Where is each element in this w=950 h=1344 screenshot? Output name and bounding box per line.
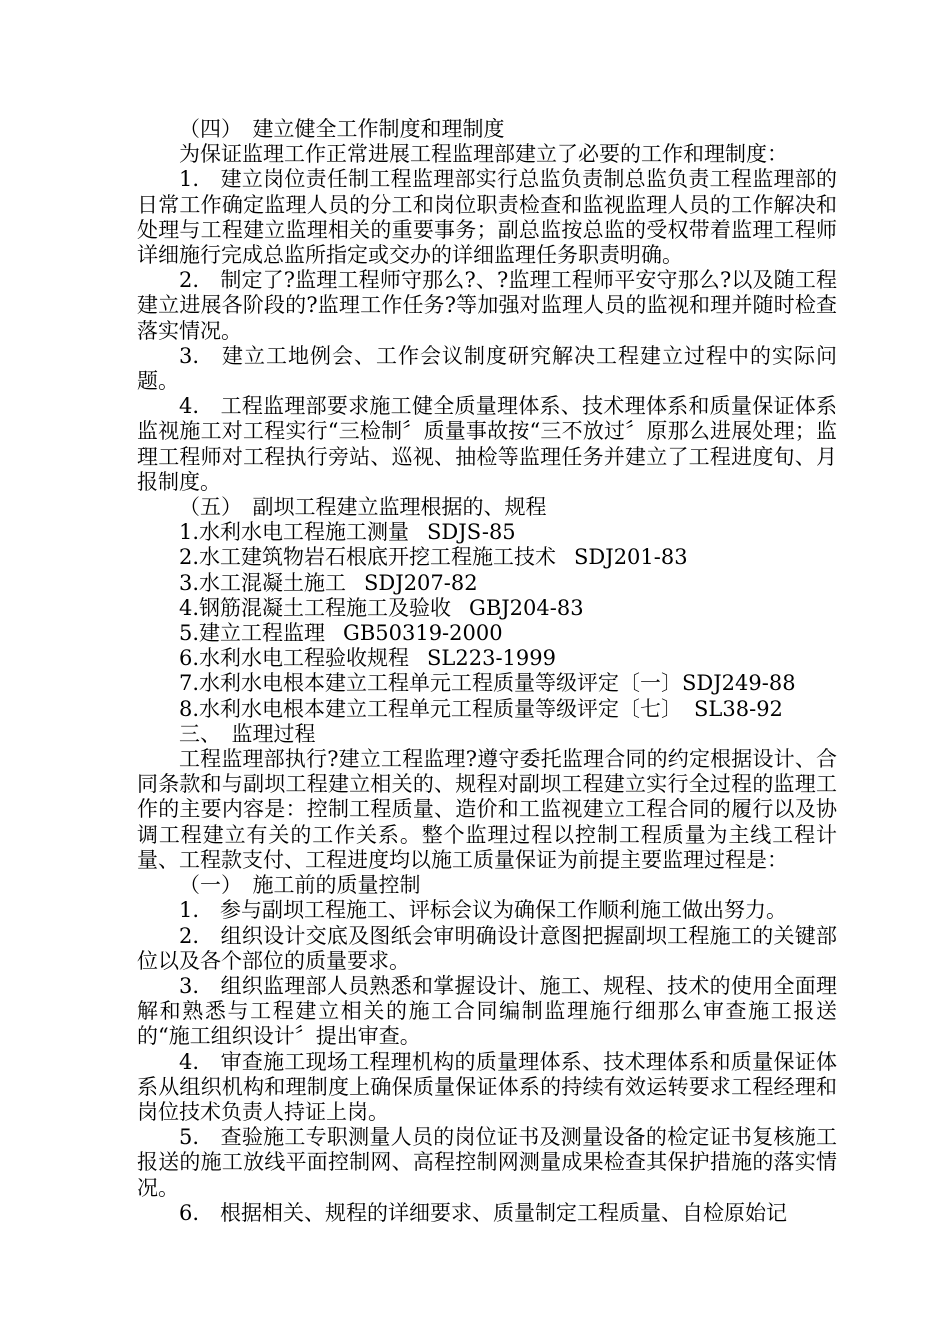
reference-title: 6.水利水电工程验收规程 — [179, 646, 410, 671]
reference-title: 5.建立工程监理 — [179, 621, 326, 646]
reference-item — [137, 545, 837, 570]
reference-item — [137, 671, 837, 696]
subsection-heading-pre: （一） 施工前的质量控制 — [179, 873, 421, 898]
reference-code: SDJ201-83 — [574, 545, 688, 570]
reference-code: SDJ207-82 — [364, 570, 478, 595]
reference-item — [137, 621, 837, 646]
reference-title: 8.水利水电根本建立工程单元工程质量等级评定〔七〕 — [179, 696, 683, 721]
reference-code: SL38-92 — [694, 696, 783, 721]
paragraph-quality-4: 4. 审查施工现场工程理机构的质量理体系、技术理体系和质量保证体系从组织机构和理制度上确保质量保证体系的持续有效运转要求工程经理和岗位技术负责人持证上岗。 — [137, 1049, 837, 1124]
paragraph-process: 工程监理部执行?建立工程监理?遵守委托监理合同的约定根据设计、合同条款和与副坝工程建立相关的、规程对副坝工程建立实行全过程的监理工作的主要内容是：控制工程质量、造价和工监视建立工程合同的履行以及协调工程建立有关的工作关系。整个监理过程以控制工程质量为主线工程计量、工程款支付、工程进度均以施工质量保证为前提主要监理过程是： — [137, 747, 837, 872]
reference-item — [137, 571, 837, 596]
reference-code: GB50319-2000 — [343, 621, 503, 646]
paragraph-quality-6: 6. 根据相关、规程的详细要求、质量制定工程质量、自检原始记 — [179, 1200, 788, 1225]
reference-item — [137, 520, 837, 545]
document-page — [137, 117, 837, 1226]
reference-title: 1.水利水电工程施工测量 — [179, 520, 410, 545]
reference-title: 3.水工混凝土施工 — [179, 570, 347, 595]
reference-code: GBJ204-83 — [469, 595, 584, 620]
section-heading-5: （五） 副坝工程建立监理根据的、规程 — [179, 495, 547, 520]
paragraph-item-3: 3. 建立工地例会、工作会议制度研究解决工程建立过程中的实际问题。 — [137, 343, 837, 394]
reference-title: 7.水利水电根本建立工程单元工程质量等级评定〔一〕SDJ249-88 — [179, 671, 796, 696]
paragraph-quality-5: 5. 查验施工专职测量人员的岗位证书及测量设备的检定证书复核施工报送的施工放线平面控制网、高程控制网测量成果检查其保护措施的落实情况。 — [137, 1125, 837, 1200]
section-heading-3: 三、 监理过程 — [179, 721, 316, 746]
paragraph-quality-1: 1. 参与副坝工程施工、评标会议为确保工作顺利施工做出努力。 — [179, 898, 788, 923]
paragraph-quality-3: 3. 组织监理部人员熟悉和掌握设计、施工、规程、技术的使用全面理解和熟悉与工程建立相关的施工合同编制监理施行细那么审查施工报送的“施工组织设计〞提出审查。 — [137, 973, 837, 1049]
section-heading-4: （四） 建立健全工作制度和理制度 — [179, 117, 505, 141]
paragraph-intro: 为保证监理工作正常进展工程监理部建立了必要的工作和理制度： — [179, 142, 788, 167]
reference-title: 2.水工建筑物岩石根底开挖工程施工技术 — [179, 545, 557, 570]
reference-item — [137, 596, 837, 621]
reference-item — [137, 646, 837, 671]
reference-code: SDJS-85 — [427, 520, 516, 545]
reference-item — [137, 697, 837, 722]
paragraph-quality-2: 2. 组织设计交底及图纸会审明确设计意图把握副坝工程施工的关键部位以及各个部位的质量要求。 — [137, 923, 837, 973]
paragraph-item-1: 1. 建立岗位责任制工程监理部实行总监负责制总监负责工程监理部的日常工作确定监理人员的分工和岗位职责检查和监视监理人员的工作解决和处理与工程建立监理相关的重要事务；副总监按总监的受权带着监理工程师详细施行完成总监所指定或交办的详细监理任务职责明确。 — [137, 167, 837, 268]
paragraph-item-2: 2. 制定了?监理工程师守那么?、?监理工程师平安守那么?以及随工程建立进展各阶段的?监理工作任务?等加强对监理人员的监视和理并随时检查落实情况。 — [137, 268, 837, 343]
paragraph-item-4: 4. 工程监理部要求施工健全质量理体系、技术理体系和质量保证体系监视施工对工程实行“三检制〞质量事故按“三不放过〞原那么进展处理；监理工程师对工程执行旁站、巡视、抽检等监理任务并建立了工程进度旬、月报制度。 — [137, 394, 837, 494]
reference-title: 4.钢筋混凝土工程施工及验收 — [179, 595, 452, 620]
reference-code: SL223-1999 — [427, 646, 556, 671]
